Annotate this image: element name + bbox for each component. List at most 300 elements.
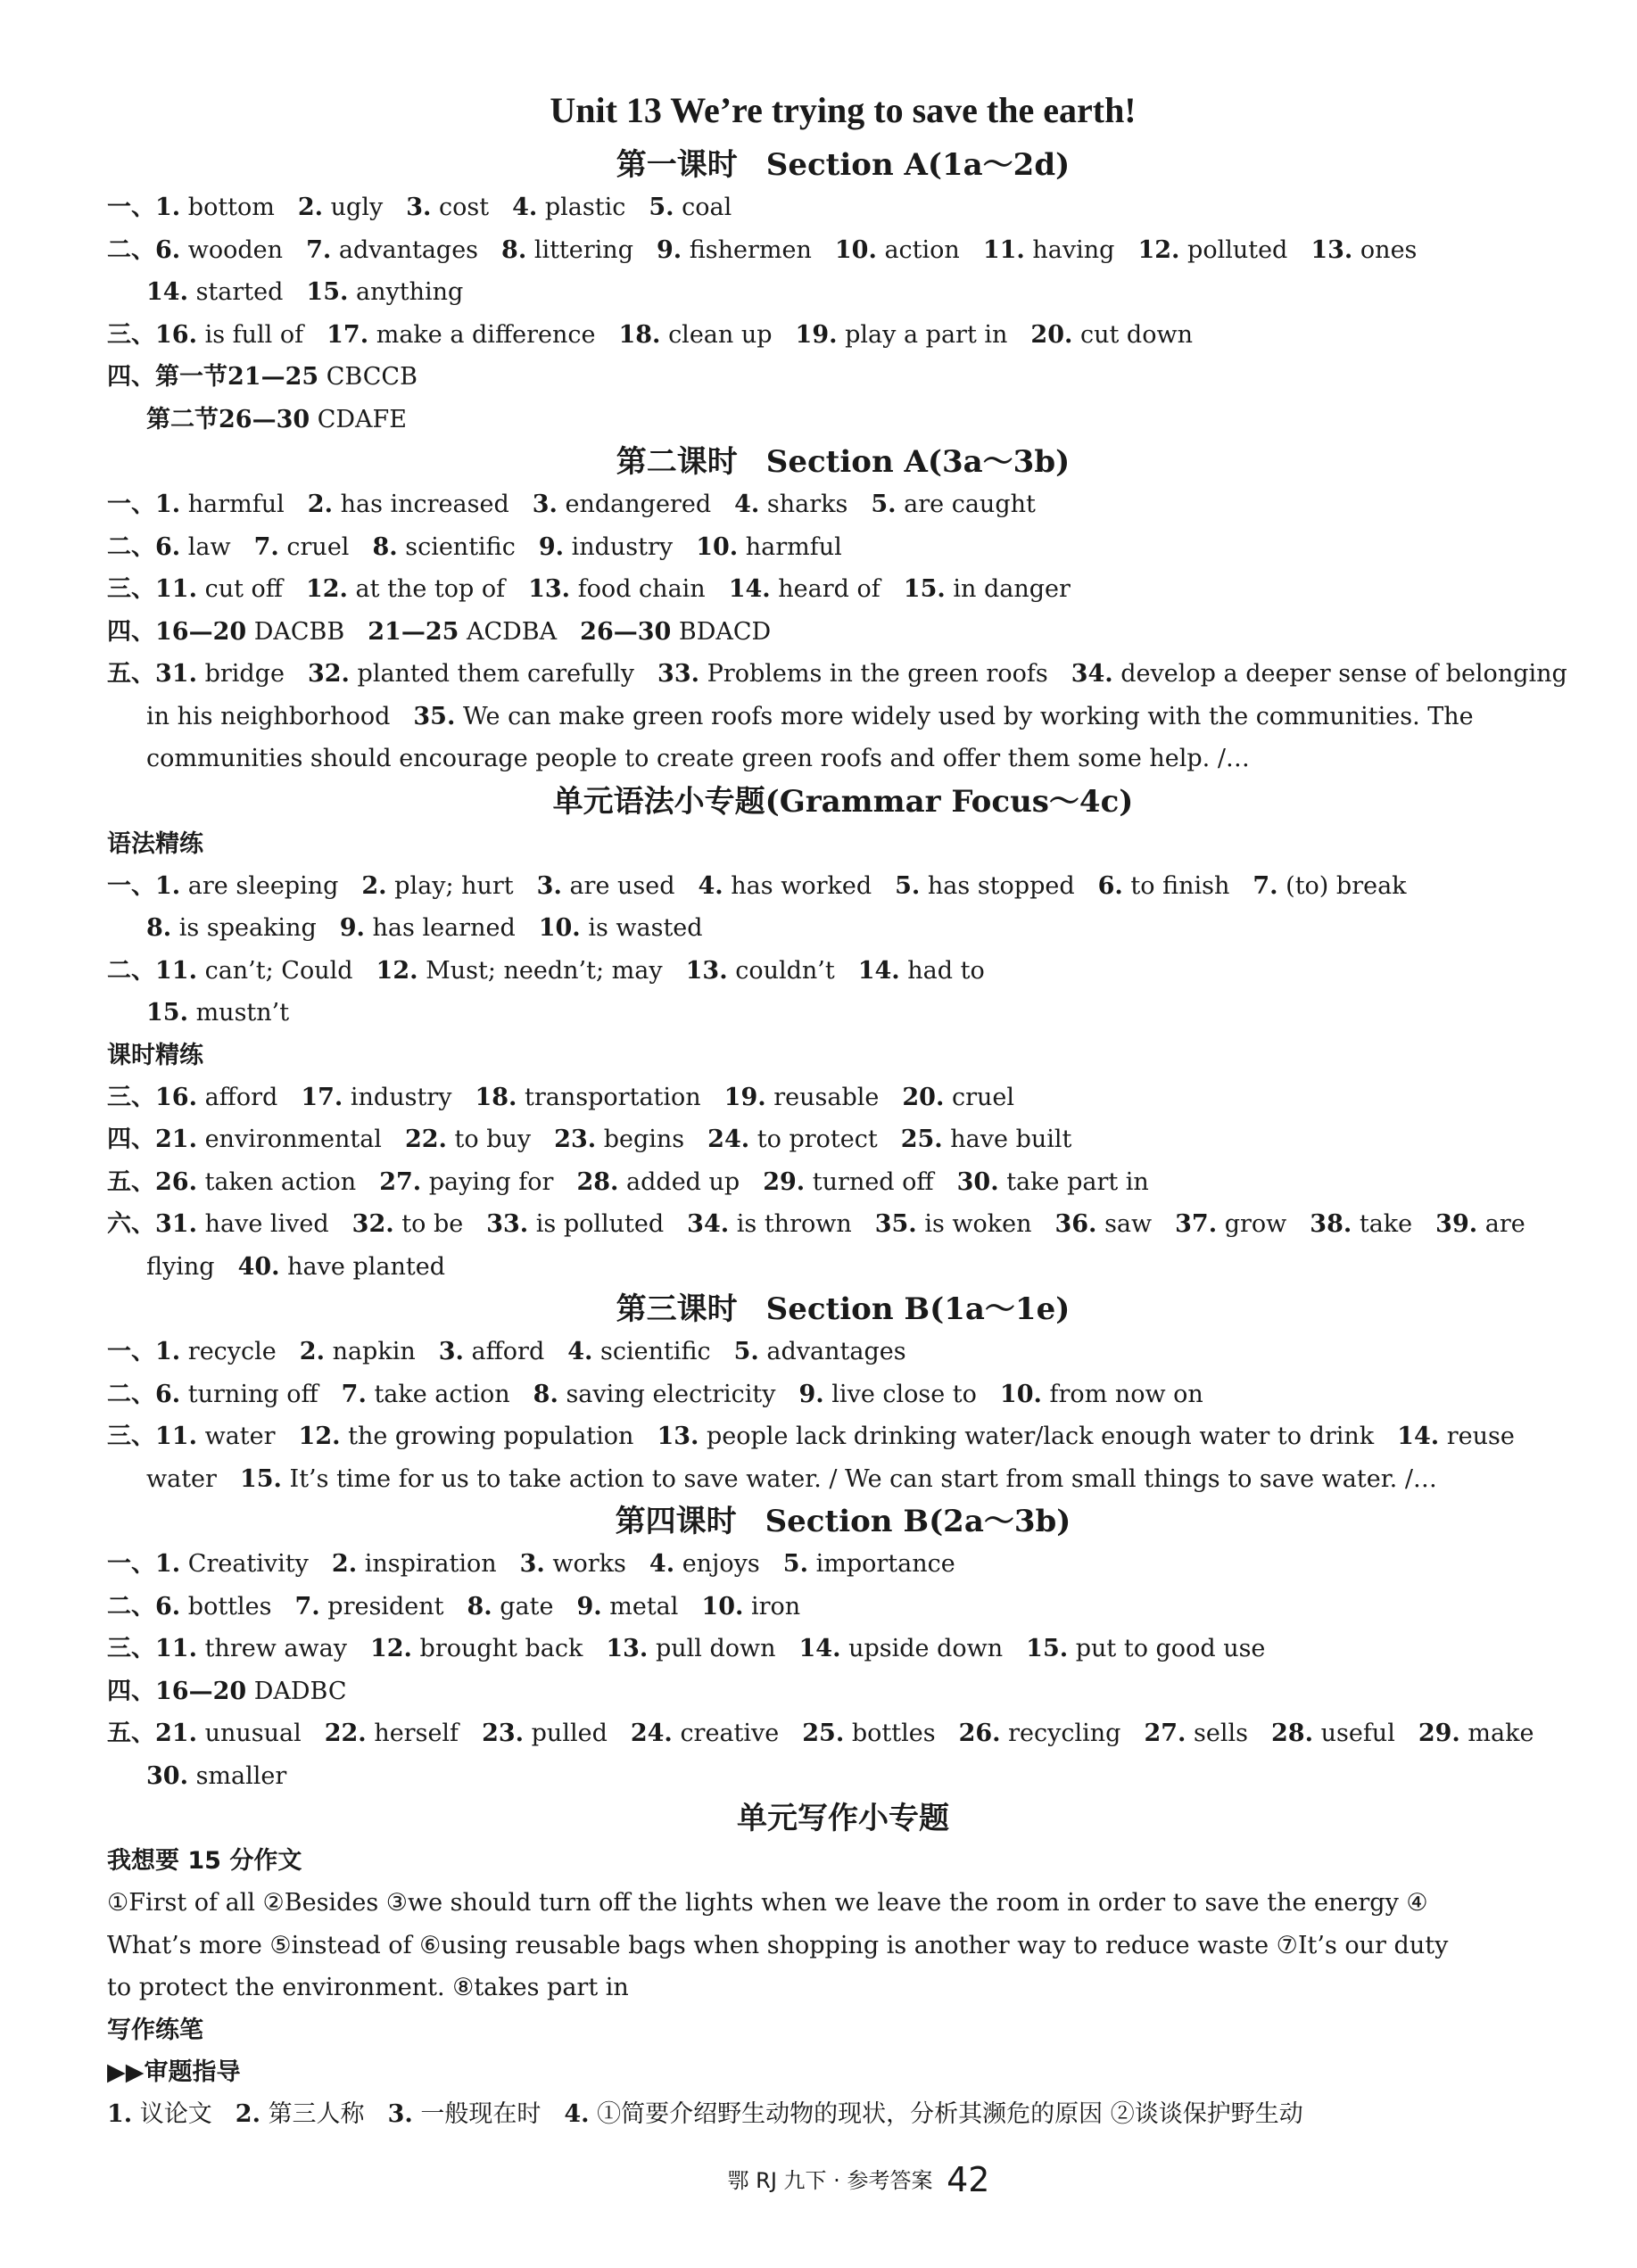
answer-line [107, 1203, 1525, 1246]
answer-text: coal [682, 194, 732, 221]
answer-line [107, 568, 1499, 611]
answer-number: 3. [438, 1338, 464, 1365]
answer-text: planted them carefully [357, 660, 635, 688]
answer-text: cruel [286, 532, 350, 561]
answer-text: is thrown [736, 1210, 852, 1238]
answer-item [155, 533, 231, 561]
answer-item [405, 1126, 531, 1153]
answer-item [238, 1253, 445, 1281]
answer-number: 17. [301, 1083, 343, 1111]
answer-item [1397, 1423, 1515, 1450]
answer-number: 14. [857, 956, 900, 985]
answer-line [107, 1967, 1499, 2009]
answer-item [1000, 1381, 1203, 1408]
answer-text: BDACD [678, 617, 772, 646]
answer-number: 16. [155, 1083, 197, 1111]
question-group-label: 四、 [107, 1126, 155, 1153]
answer-item [155, 1338, 277, 1365]
answer-text: smaller [195, 1761, 287, 1790]
answer-text: anything [355, 278, 464, 306]
answer-number: 36. [1054, 1210, 1097, 1238]
answer-item [959, 1720, 1121, 1747]
answer-text: unusual [204, 1720, 302, 1747]
answer-text: saw [1104, 1210, 1153, 1238]
answer-item [295, 1593, 444, 1621]
answer-text: cut down [1079, 320, 1193, 349]
answer-item [155, 1423, 276, 1450]
answer-text: play; hurt [394, 871, 514, 900]
answer-text: 议论文 [139, 2099, 212, 2128]
answer-number: 6. [155, 235, 181, 264]
section-heading-cn: 单元语法小专题 [552, 783, 765, 820]
answer-number: 1. [155, 491, 181, 518]
answer-number: 11. [155, 575, 197, 603]
answer-number: 2. [307, 491, 333, 518]
question-group-label: 三、 [107, 1423, 155, 1450]
answer-item [576, 1593, 678, 1621]
answer-number: 33. [657, 660, 700, 688]
answer-line [107, 1712, 1534, 1755]
answer-item [155, 1381, 318, 1408]
answer-number: 8. [146, 914, 172, 942]
question-group-label: 二、 [107, 956, 155, 985]
answer-item [146, 745, 1250, 772]
answer-item [539, 533, 673, 561]
answer-item [146, 914, 317, 942]
answer-number: 22. [324, 1720, 367, 1747]
answer-item [1026, 1635, 1265, 1662]
question-group-label: 五、 [107, 1720, 155, 1747]
answer-text: scientific [405, 532, 516, 561]
answer-text: heard of [778, 575, 881, 603]
answer-item [155, 1210, 329, 1238]
answer-number: 13. [1310, 235, 1353, 264]
answer-item [533, 1381, 776, 1408]
answer-item [533, 491, 711, 518]
answer-number: 12. [369, 1635, 412, 1662]
question-group-label: 一、 [107, 1338, 155, 1365]
question-group-label: 二、 [107, 532, 155, 561]
section-heading-en: (Grammar Focus～4c) [765, 783, 1134, 820]
answer-item [155, 618, 344, 646]
question-group-label: 三、 [107, 1083, 155, 1111]
answer-text: take action [374, 1380, 510, 1408]
answer-content [107, 144, 1567, 2135]
answer-text: pull down [655, 1635, 776, 1662]
section-heading [107, 1288, 1499, 1331]
answer-text: sells [1194, 1720, 1249, 1747]
answer-item [155, 872, 338, 900]
question-group-label: 三、 [107, 1635, 155, 1662]
answer-text: action [884, 235, 960, 264]
answer-item [227, 363, 418, 391]
answer-item [1098, 872, 1230, 900]
answer-number: 1. [155, 1550, 181, 1578]
answer-number: 4. [649, 1550, 675, 1578]
answer-text: useful [1320, 1720, 1395, 1747]
answer-number: 12. [1137, 235, 1180, 264]
answer-text: recycle [187, 1338, 277, 1365]
answer-text: clean up [668, 320, 773, 349]
section-heading [107, 1500, 1499, 1543]
answer-number: 24. [707, 1126, 750, 1153]
answer-text: wooden [187, 235, 284, 264]
answer-text: make [1468, 1720, 1534, 1747]
answer-number: 22. [404, 1126, 447, 1153]
answer-text: harmful [187, 491, 285, 518]
answer-number: 25. [802, 1720, 845, 1747]
answer-text: cut off [204, 575, 283, 603]
answer-item [308, 660, 634, 688]
answer-text: bottles [851, 1720, 936, 1747]
answer-item [1175, 1210, 1286, 1238]
answer-item [155, 957, 353, 985]
answer-text: creative [680, 1720, 780, 1747]
answer-item [300, 1338, 416, 1365]
answer-item [631, 1720, 779, 1747]
answer-number: 4. [698, 871, 723, 900]
section-heading-en: Section A(1a～2d) [765, 147, 1071, 183]
answer-text: have built [950, 1126, 1072, 1153]
answer-text: are [1484, 1210, 1525, 1238]
answer-text: are used [569, 871, 675, 900]
answer-line [107, 1458, 1499, 1501]
subsection-label: 写作练笔 [107, 2016, 203, 2044]
question-group-label: 四、第一节 [107, 363, 227, 391]
answer-text: is full of [204, 320, 304, 349]
answer-number: 10. [538, 914, 581, 942]
answer-number: 5. [871, 491, 897, 518]
answer-item [155, 491, 285, 518]
answer-number: 28. [1271, 1720, 1313, 1747]
answer-number: 33. [486, 1210, 529, 1238]
answer-line [107, 1586, 1499, 1629]
answer-item [699, 872, 872, 900]
answer-text: pulled [531, 1720, 608, 1747]
answer-number: 6. [155, 532, 181, 561]
answer-number: 15. [146, 999, 188, 1027]
answer-text: is speaking [178, 914, 317, 942]
answer-text: begins [603, 1126, 685, 1153]
answer-line [107, 738, 1499, 780]
answer-item [796, 321, 1008, 349]
answer-number: 4. [734, 491, 760, 518]
answer-line [107, 1415, 1515, 1458]
answer-text: take [1359, 1210, 1413, 1238]
answer-item [342, 1381, 510, 1408]
answer-item [1435, 1210, 1525, 1238]
answer-number: 9. [798, 1380, 824, 1408]
subsection-label: 课时精练 [107, 1041, 203, 1069]
answer-item [107, 1932, 1448, 1959]
answer-number: 9. [339, 914, 365, 942]
page-footer [0, 2160, 1637, 2199]
answer-text: taken action [204, 1167, 357, 1196]
answer-text: take part in [1006, 1167, 1149, 1196]
answer-number: 13. [685, 956, 728, 985]
answer-text: bottom [187, 194, 275, 221]
answer-item [763, 1168, 933, 1196]
answer-number: 15. [1026, 1635, 1069, 1662]
answer-number: 5. [895, 871, 921, 900]
unit-title: Unit 13 We’re trying to save the earth! [550, 90, 1137, 130]
answer-number: 34. [1071, 660, 1113, 688]
answer-number: 28. [576, 1167, 619, 1196]
section-heading-en: Section B(2a～3b) [765, 1504, 1071, 1539]
answer-text: ones [1360, 235, 1418, 264]
answer-text: is woken [924, 1210, 1032, 1238]
answer-number: 3. [532, 491, 558, 518]
answer-line [107, 1331, 1499, 1373]
answer-text: harmful [745, 532, 842, 561]
answer-number: 7. [294, 1592, 320, 1621]
answer-number: 1. [155, 194, 181, 221]
answer-item [901, 1126, 1072, 1153]
answer-line [107, 314, 1499, 357]
answer-number: 18. [475, 1083, 517, 1111]
answer-number: 7. [341, 1380, 367, 1408]
question-group-label: 一、 [107, 194, 155, 221]
answer-item [1137, 236, 1287, 264]
answer-number: 6. [1097, 871, 1123, 900]
answer-number: 23. [554, 1126, 597, 1153]
question-group-label: 四、 [107, 617, 155, 646]
answer-text: What’s more ⑤instead of ⑥using reusable bags when shopping is another way to reduce waste ⑦It’s our duty [107, 1931, 1449, 1959]
answer-text: cruel [951, 1083, 1014, 1111]
answer-number: 5. [733, 1338, 759, 1365]
answer-text: scientific [600, 1338, 711, 1365]
answer-number: 21. [155, 1126, 197, 1153]
answer-text: reusable [773, 1083, 880, 1111]
answer-item [155, 1550, 309, 1578]
answer-item [155, 1593, 272, 1621]
answer-number: 37. [1175, 1210, 1218, 1238]
answer-text: to protect the environment. ⑧takes part in [107, 1974, 629, 2001]
answer-item [240, 1465, 1437, 1493]
section-heading [107, 144, 1499, 186]
answer-number: 13. [606, 1635, 649, 1662]
answer-line [107, 483, 1499, 526]
answer-text: law [187, 532, 231, 561]
question-group-label: 三、 [107, 575, 155, 603]
answer-item [1144, 1720, 1248, 1747]
answer-item [649, 194, 732, 221]
answer-item [155, 1720, 302, 1747]
answer-item [306, 575, 505, 603]
answer-item [372, 533, 515, 561]
answer-item [475, 1084, 700, 1111]
answer-item [486, 1210, 664, 1238]
answer-number: 26—30 [580, 617, 672, 646]
answer-number: 19. [723, 1083, 766, 1111]
answer-number: 5. [649, 194, 674, 221]
answer-line [107, 1373, 1499, 1416]
answer-number: 19. [795, 320, 838, 349]
answer-text: to be [401, 1210, 464, 1238]
answer-text: iron [750, 1592, 801, 1621]
answer-text: upside down [848, 1635, 1004, 1662]
answer-text: grow [1224, 1210, 1287, 1238]
question-group-label: 第二节 [146, 405, 219, 433]
answer-item [306, 278, 463, 306]
answer-number: 35. [413, 702, 456, 730]
answer-number: 13. [657, 1423, 699, 1450]
answer-number: 32. [351, 1210, 394, 1238]
answer-line [107, 1118, 1499, 1161]
answer-text: have lived [204, 1210, 329, 1238]
answer-line [107, 2093, 1499, 2136]
answer-item [657, 1423, 1374, 1450]
answer-item [902, 1084, 1014, 1111]
answer-item [1071, 660, 1567, 688]
answer-item [1054, 1210, 1152, 1238]
answer-item [340, 914, 516, 942]
answer-item [236, 2100, 365, 2128]
answer-number: 15. [903, 575, 946, 603]
answer-line [107, 950, 1499, 993]
answer-text: cost [439, 194, 490, 221]
answer-item [107, 1974, 629, 2001]
section-heading-cn: 第三课时 [616, 1291, 738, 1327]
answer-number: 26. [155, 1167, 197, 1196]
answer-text: bottles [187, 1592, 272, 1621]
answer-item [298, 194, 383, 221]
answer-text: from now on [1049, 1380, 1203, 1408]
answer-text: ①简要介绍野生动物的现状，分析其濒危的原因 ②谈谈保护野生动 [597, 2099, 1303, 2128]
answer-number: 14. [146, 278, 188, 306]
answer-item [734, 491, 847, 518]
answer-text: 第三人称 [268, 2099, 365, 2128]
answer-text: herself [374, 1720, 459, 1747]
answer-item [155, 1168, 356, 1196]
answer-text: turned off [812, 1167, 934, 1196]
answer-item [783, 1550, 955, 1578]
question-group-label: 三、 [107, 320, 155, 349]
answer-line [107, 653, 1567, 696]
answer-number: 4. [567, 1338, 593, 1365]
answer-item [306, 236, 478, 264]
answer-text: afford [204, 1083, 278, 1111]
answer-item [155, 194, 275, 221]
answer-text: having [1032, 235, 1115, 264]
answer-item [875, 1210, 1032, 1238]
answer-item [696, 533, 842, 561]
answer-item [904, 575, 1071, 603]
section-heading-en: Section B(1a～1e) [765, 1291, 1071, 1327]
answer-number: 2. [331, 1550, 358, 1578]
answer-number: 3. [406, 194, 432, 221]
answer-text: ugly [330, 194, 384, 221]
answer-text: water [204, 1423, 276, 1450]
answer-item [146, 278, 283, 306]
answer-item [155, 1635, 347, 1662]
answer-text: to finish [1130, 871, 1230, 900]
answer-text: threw away [204, 1635, 347, 1662]
answer-item [835, 236, 960, 264]
answer-line [107, 1755, 1499, 1798]
answer-text: has worked [731, 871, 872, 900]
answer-item [368, 618, 557, 646]
answer-item [439, 1338, 545, 1365]
answer-number: 26—30 [219, 405, 310, 433]
answer-line [107, 399, 1499, 441]
answer-number: 11. [155, 956, 197, 985]
answer-text: make a difference [376, 320, 596, 349]
answer-text: has stopped [927, 871, 1075, 900]
answer-text: in danger [953, 575, 1071, 603]
answer-line [107, 696, 1499, 738]
answer-text: advantages [766, 1338, 906, 1365]
answer-number: 30. [146, 1761, 188, 1790]
answer-text: Creativity [187, 1550, 309, 1578]
section-heading-cn: 第二课时 [616, 444, 738, 480]
answer-text: DADBC [253, 1677, 347, 1705]
answer-text: play a part in [845, 320, 1008, 349]
answer-item [520, 1550, 626, 1578]
answer-text: advantages [338, 235, 479, 264]
answer-item [308, 491, 509, 518]
question-group-label: 四、 [107, 1677, 155, 1705]
question-group-label: 一、 [107, 491, 155, 518]
answer-line [107, 865, 1499, 908]
answer-item [370, 1635, 583, 1662]
answer-item [724, 1084, 880, 1111]
answer-text: can’t; Could [204, 956, 353, 985]
answer-number: 8. [372, 532, 398, 561]
answer-number: 3. [519, 1550, 545, 1578]
answer-line [107, 1076, 1499, 1119]
answer-text: industry [350, 1083, 452, 1111]
answer-item [649, 1550, 760, 1578]
answer-number: 4. [564, 2099, 590, 2128]
answer-item [802, 1720, 935, 1747]
answer-item [657, 660, 1048, 688]
answer-number: 11. [155, 1635, 197, 1662]
answer-item [388, 2100, 542, 2128]
answer-number: 26. [958, 1720, 1001, 1747]
answer-line [107, 1543, 1499, 1586]
answer-number: 29. [763, 1167, 806, 1196]
answer-number: 20. [902, 1083, 945, 1111]
answer-item [107, 1889, 1428, 1917]
answer-text: works [552, 1550, 626, 1578]
answer-number: 14. [798, 1635, 841, 1662]
answer-text: flying [146, 1252, 215, 1281]
answer-number: 13. [528, 575, 571, 603]
answer-number: 8. [533, 1380, 558, 1408]
answer-text: mustn’t [195, 999, 290, 1027]
answer-number: 31. [155, 1210, 197, 1238]
answer-number: 2. [361, 871, 387, 900]
answer-line [107, 907, 1499, 950]
answer-text: Problems in the green roofs [707, 660, 1048, 688]
answer-text: started [195, 278, 284, 306]
answer-line [107, 229, 1499, 272]
answer-number: 7. [306, 235, 332, 264]
answer-number: 2. [297, 194, 324, 221]
answer-number: 24. [630, 1720, 673, 1747]
answer-item [858, 957, 985, 985]
answer-number: 20. [1030, 320, 1073, 349]
answer-text: couldn’t [735, 956, 835, 985]
answer-item [155, 321, 303, 349]
answer-text: metal [609, 1592, 679, 1621]
answer-number: 9. [538, 532, 565, 561]
answer-number: 16. [155, 320, 197, 349]
answer-text: reuse [1446, 1423, 1515, 1450]
answer-line [107, 1670, 1499, 1713]
answer-item [686, 957, 835, 985]
